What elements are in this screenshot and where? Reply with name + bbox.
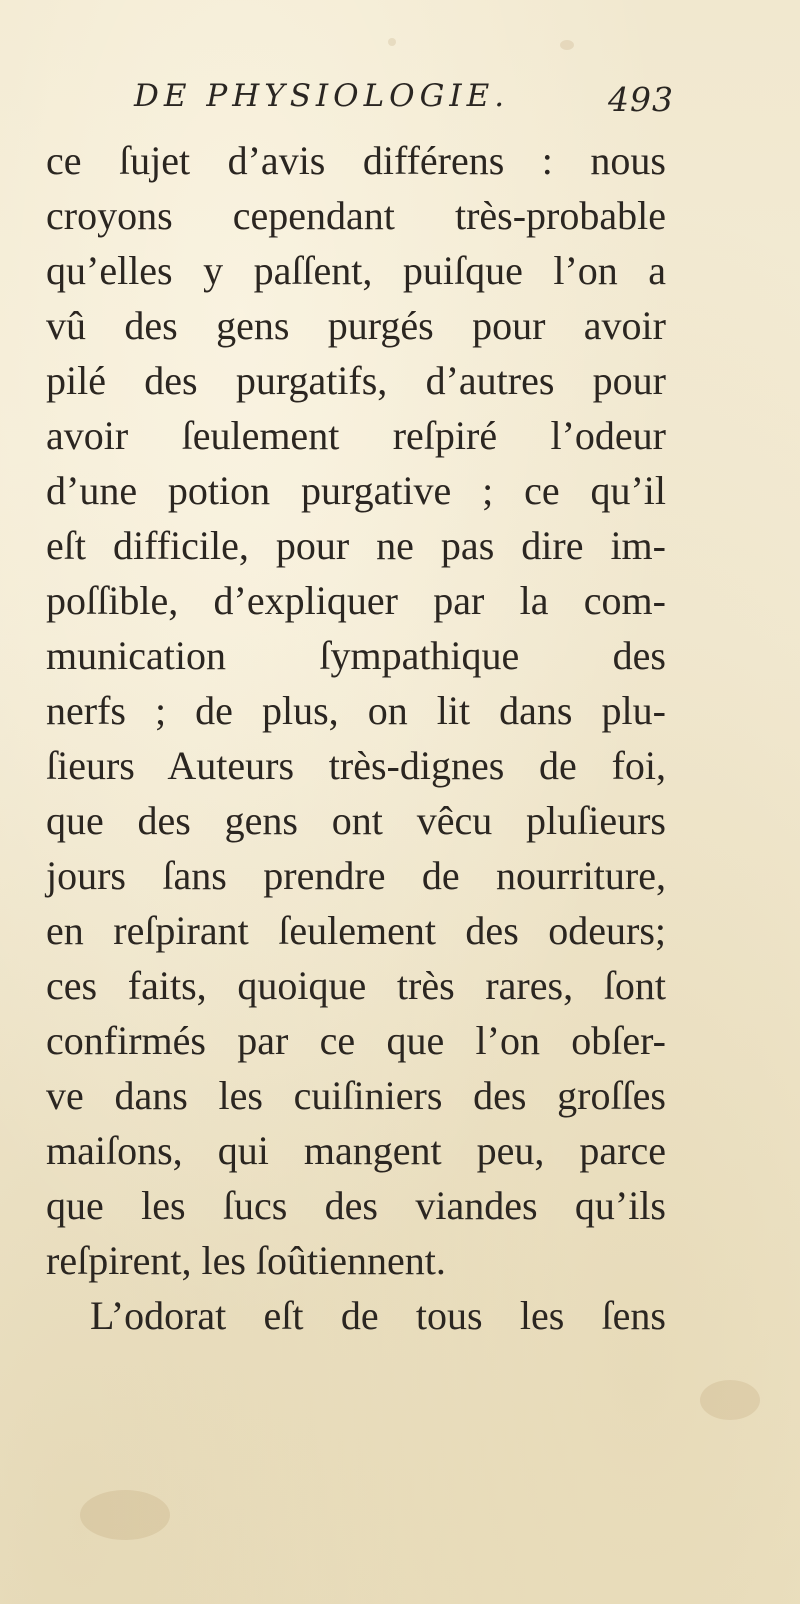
page-number: 493 xyxy=(608,80,674,119)
text-line: confirmés par ce que l’on obſer- xyxy=(46,1018,666,1063)
text-line: croyons cependant très-probable xyxy=(46,193,666,238)
text-line: L’odorat eſt de tous les ſens xyxy=(90,1293,666,1338)
text-line: qu’elles y paſſent, puiſque l’on a xyxy=(46,248,666,293)
text-line: d’une potion purgative ; ce qu’il xyxy=(46,468,666,513)
running-title: DE PHYSIOLOGIE. xyxy=(134,78,510,114)
text-line: ce ſujet d’avis différens : nous xyxy=(46,138,666,183)
text-line: poſſible, d’expliquer par la com- xyxy=(46,578,666,623)
text-line: ces faits, quoique très rares, ſont xyxy=(46,963,666,1008)
text-line: reſpirent, les ſoûtiennent. xyxy=(46,1238,446,1283)
text-line: pilé des purgatifs, d’autres pour xyxy=(46,358,666,403)
text-line: jours ſans prendre de nourriture, xyxy=(46,853,666,898)
text-line: maiſons, qui mangent peu, parce xyxy=(46,1128,666,1173)
text-line: munication ſympathique des xyxy=(46,633,666,678)
running-head xyxy=(134,78,674,128)
text-line: nerfs ; de plus, on lit dans plu- xyxy=(46,688,666,733)
text-line: avoir ſeulement reſpiré l’odeur xyxy=(46,413,666,458)
paper-stain xyxy=(700,1380,760,1420)
text-line: que les ſucs des viandes qu’ils xyxy=(46,1183,666,1228)
paper-stain xyxy=(560,40,574,50)
body-text xyxy=(46,133,666,1343)
paper-stain xyxy=(388,38,396,46)
text-line: en reſpirant ſeulement des odeurs; xyxy=(46,908,666,953)
text-line: eſt difficile, pour ne pas dire im- xyxy=(46,523,666,568)
paper-stain xyxy=(80,1490,170,1540)
text-line: ſieurs Auteurs très-dignes de foi, xyxy=(46,743,666,788)
text-line: que des gens ont vêcu pluſieurs xyxy=(46,798,666,843)
text-line: vû des gens purgés pour avoir xyxy=(46,303,666,348)
text-line: ve dans les cuiſiniers des groſſes xyxy=(46,1073,666,1118)
